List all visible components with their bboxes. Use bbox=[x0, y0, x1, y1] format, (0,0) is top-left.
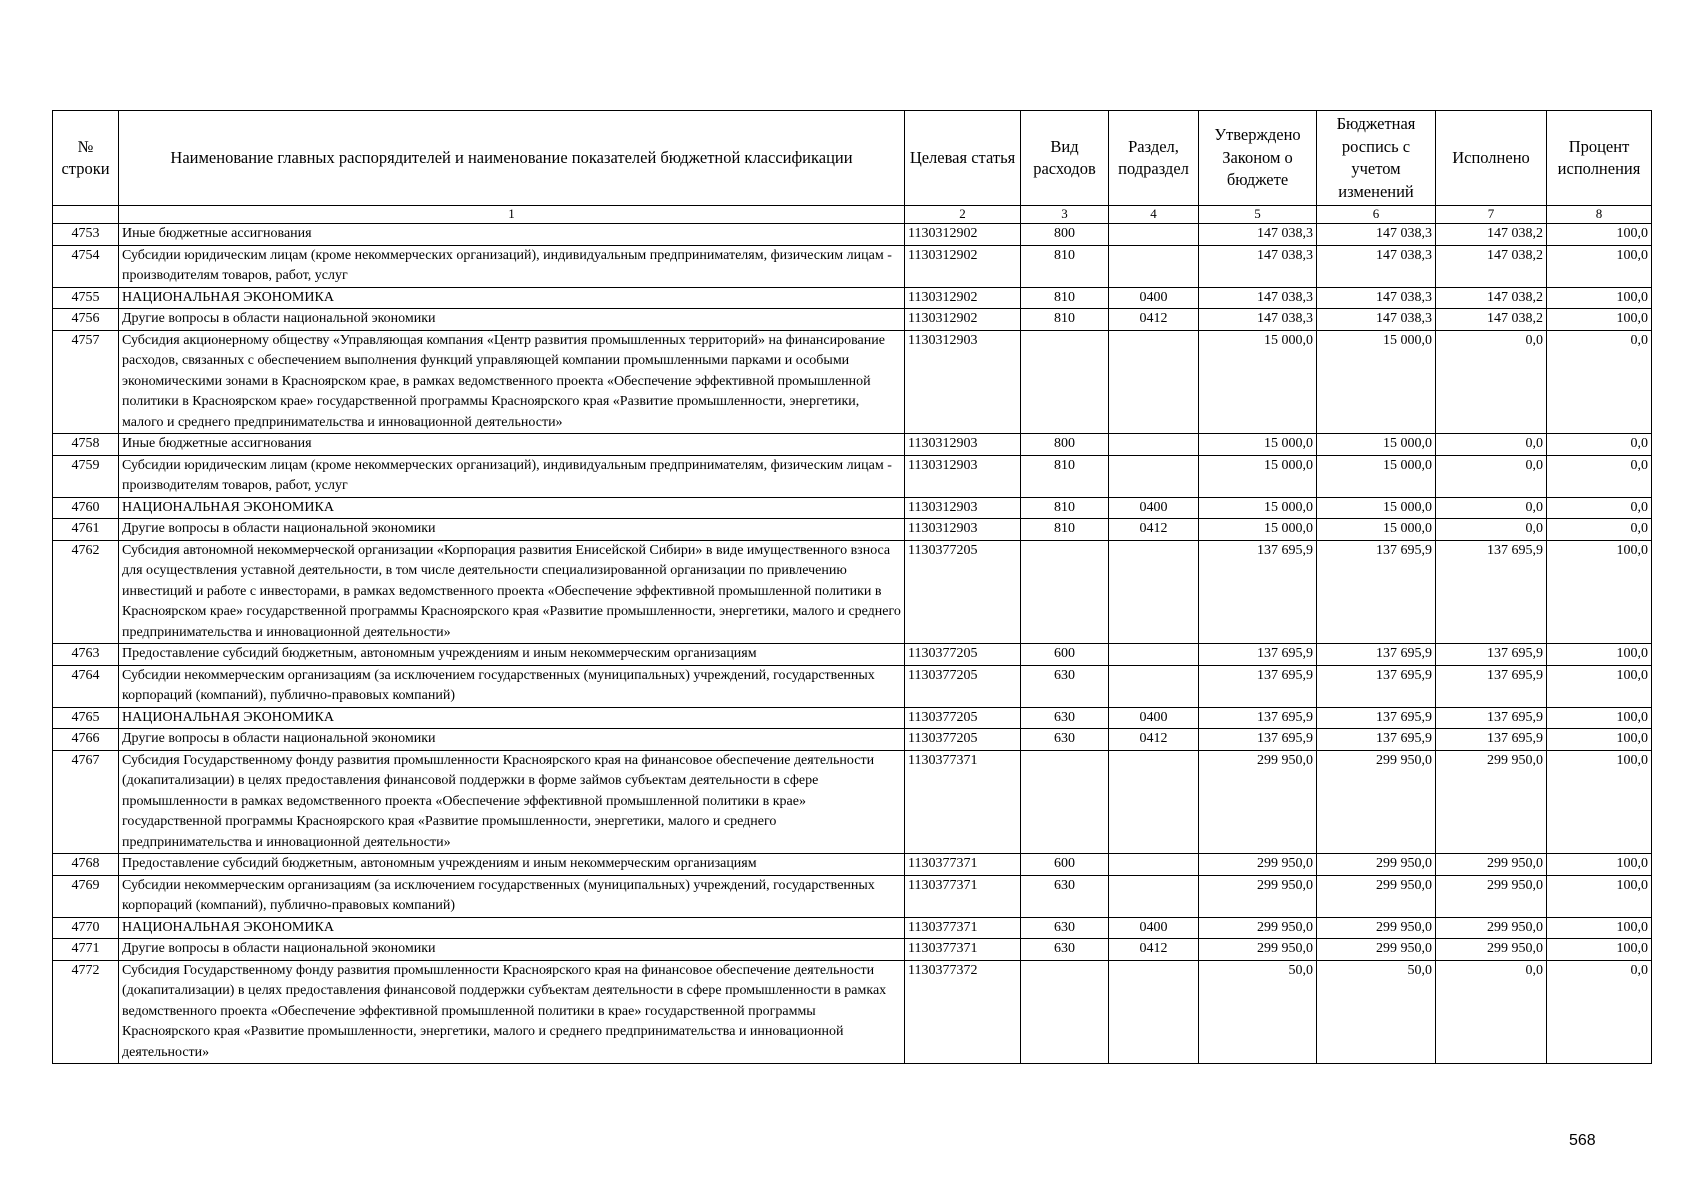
table-row bbox=[53, 540, 1652, 644]
target-article-cell: 1130312902 bbox=[905, 309, 1021, 331]
row-number-cell: 4754 bbox=[53, 245, 119, 287]
approved-amount-cell: 147 038,3 bbox=[1199, 224, 1317, 246]
percent-cell: 100,0 bbox=[1547, 939, 1652, 961]
percent-cell: 0,0 bbox=[1547, 497, 1652, 519]
target-article-cell: 1130377371 bbox=[905, 917, 1021, 939]
percent-cell: 100,0 bbox=[1547, 644, 1652, 666]
expense-kind-cell: 800 bbox=[1021, 224, 1109, 246]
header-executed: Исполнено bbox=[1436, 111, 1547, 206]
section-cell bbox=[1109, 540, 1199, 644]
header-section: Раздел, подраздел bbox=[1109, 111, 1199, 206]
schedule-amount-cell: 299 950,0 bbox=[1317, 750, 1436, 854]
target-article-cell: 1130312902 bbox=[905, 245, 1021, 287]
approved-amount-cell: 137 695,9 bbox=[1199, 540, 1317, 644]
target-article-cell: 1130312903 bbox=[905, 455, 1021, 497]
schedule-amount-cell: 15 000,0 bbox=[1317, 455, 1436, 497]
section-cell bbox=[1109, 875, 1199, 917]
schedule-amount-cell: 15 000,0 bbox=[1317, 434, 1436, 456]
row-name-cell: НАЦИОНАЛЬНАЯ ЭКОНОМИКА bbox=[119, 287, 905, 309]
table-row bbox=[53, 729, 1652, 751]
expense-kind-cell: 630 bbox=[1021, 665, 1109, 707]
expense-kind-cell: 810 bbox=[1021, 309, 1109, 331]
target-article-cell: 1130312902 bbox=[905, 224, 1021, 246]
executed-amount-cell: 147 038,2 bbox=[1436, 245, 1547, 287]
schedule-amount-cell: 137 695,9 bbox=[1317, 665, 1436, 707]
percent-cell: 100,0 bbox=[1547, 854, 1652, 876]
approved-amount-cell: 50,0 bbox=[1199, 960, 1317, 1064]
row-name-cell: Иные бюджетные ассигнования bbox=[119, 434, 905, 456]
executed-amount-cell: 299 950,0 bbox=[1436, 939, 1547, 961]
row-number-cell: 4770 bbox=[53, 917, 119, 939]
column-number: 6 bbox=[1317, 206, 1436, 224]
row-name-cell: Субсидии некоммерческим организациям (за исключением государственных (муниципальных) учреждений, государственных корпораций (компаний), публично-правовых компаний) bbox=[119, 875, 905, 917]
percent-cell: 0,0 bbox=[1547, 434, 1652, 456]
column-number-row bbox=[53, 206, 1652, 224]
row-number-cell: 4765 bbox=[53, 707, 119, 729]
row-number-cell: 4762 bbox=[53, 540, 119, 644]
column-number: 2 bbox=[905, 206, 1021, 224]
row-name-cell: НАЦИОНАЛЬНАЯ ЭКОНОМИКА bbox=[119, 917, 905, 939]
expense-kind-cell bbox=[1021, 330, 1109, 434]
section-cell bbox=[1109, 960, 1199, 1064]
expense-kind-cell: 600 bbox=[1021, 644, 1109, 666]
row-name-cell: Предоставление субсидий бюджетным, автономным учреждениям и иным некоммерческим организациям bbox=[119, 854, 905, 876]
executed-amount-cell: 299 950,0 bbox=[1436, 750, 1547, 854]
schedule-amount-cell: 147 038,3 bbox=[1317, 309, 1436, 331]
row-number-cell: 4764 bbox=[53, 665, 119, 707]
target-article-cell: 1130312902 bbox=[905, 287, 1021, 309]
executed-amount-cell: 137 695,9 bbox=[1436, 540, 1547, 644]
section-cell bbox=[1109, 330, 1199, 434]
target-article-cell: 1130312903 bbox=[905, 497, 1021, 519]
approved-amount-cell: 147 038,3 bbox=[1199, 287, 1317, 309]
table-row bbox=[53, 960, 1652, 1064]
percent-cell: 100,0 bbox=[1547, 707, 1652, 729]
header-row-number: № строки bbox=[53, 111, 119, 206]
column-number: 3 bbox=[1021, 206, 1109, 224]
expense-kind-cell: 630 bbox=[1021, 875, 1109, 917]
schedule-amount-cell: 15 000,0 bbox=[1317, 497, 1436, 519]
row-name-cell: Субсидия автономной некоммерческой организации «Корпорация развития Енисейской Сибири» в виде имущественного взноса для осуществления уставной деятельности, в том числе деятельности специализированной организации по привлечению инвестиций и работе с инвесторами, в рамках ведомственного проекта «Обеспечение эффективной промышленной политики в Красноярском крае» государственной программы Красноярского края «Развитие промышленности, энергетики, малого и среднего предпринимательства и инновационной деятельности» bbox=[119, 540, 905, 644]
header-target-article: Целевая статья bbox=[905, 111, 1021, 206]
table-row bbox=[53, 455, 1652, 497]
expense-kind-cell: 810 bbox=[1021, 245, 1109, 287]
schedule-amount-cell: 299 950,0 bbox=[1317, 917, 1436, 939]
table-row bbox=[53, 644, 1652, 666]
section-cell bbox=[1109, 434, 1199, 456]
target-article-cell: 1130377371 bbox=[905, 875, 1021, 917]
executed-amount-cell: 147 038,2 bbox=[1436, 287, 1547, 309]
section-cell: 0412 bbox=[1109, 939, 1199, 961]
executed-amount-cell: 137 695,9 bbox=[1436, 707, 1547, 729]
executed-amount-cell: 137 695,9 bbox=[1436, 665, 1547, 707]
row-name-cell: Другие вопросы в области национальной экономики bbox=[119, 939, 905, 961]
table-row bbox=[53, 750, 1652, 854]
executed-amount-cell: 147 038,2 bbox=[1436, 309, 1547, 331]
table-row bbox=[53, 707, 1652, 729]
row-name-cell: Субсидия акционерному обществу «Управляющая компания «Центр развития промышленных территорий» на финансирование расходов, связанных с обеспечением выполнения функций управляющей компании промышленными парками и особыми экономическими зонами в Красноярском крае, в рамках ведомственного проекта «Обеспечение эффективной промышленной политики в Красноярском крае» государственной программы Красноярского края «Развитие промышленности, энергетики, малого и среднего предпринимательства и инновационной деятельности» bbox=[119, 330, 905, 434]
table-row bbox=[53, 854, 1652, 876]
row-number-cell: 4756 bbox=[53, 309, 119, 331]
column-number: 8 bbox=[1547, 206, 1652, 224]
executed-amount-cell: 299 950,0 bbox=[1436, 854, 1547, 876]
target-article-cell: 1130377205 bbox=[905, 729, 1021, 751]
column-number bbox=[53, 206, 119, 224]
schedule-amount-cell: 299 950,0 bbox=[1317, 875, 1436, 917]
header-name: Наименование главных распорядителей и наименование показателей бюджетной классификации bbox=[119, 111, 905, 206]
row-number-cell: 4766 bbox=[53, 729, 119, 751]
section-cell: 0400 bbox=[1109, 497, 1199, 519]
approved-amount-cell: 15 000,0 bbox=[1199, 455, 1317, 497]
table-row bbox=[53, 917, 1652, 939]
section-cell: 0412 bbox=[1109, 729, 1199, 751]
column-number: 1 bbox=[119, 206, 905, 224]
target-article-cell: 1130312903 bbox=[905, 519, 1021, 541]
expense-kind-cell: 810 bbox=[1021, 455, 1109, 497]
percent-cell: 100,0 bbox=[1547, 287, 1652, 309]
target-article-cell: 1130312903 bbox=[905, 330, 1021, 434]
schedule-amount-cell: 299 950,0 bbox=[1317, 939, 1436, 961]
schedule-amount-cell: 137 695,9 bbox=[1317, 540, 1436, 644]
approved-amount-cell: 15 000,0 bbox=[1199, 519, 1317, 541]
target-article-cell: 1130377205 bbox=[905, 707, 1021, 729]
schedule-amount-cell: 137 695,9 bbox=[1317, 707, 1436, 729]
expense-kind-cell bbox=[1021, 750, 1109, 854]
row-number-cell: 4763 bbox=[53, 644, 119, 666]
section-cell: 0400 bbox=[1109, 707, 1199, 729]
row-number-cell: 4760 bbox=[53, 497, 119, 519]
row-name-cell: Субсидии юридическим лицам (кроме некоммерческих организаций), индивидуальным предпринимателям, физическим лицам - производителям товаров, работ, услуг bbox=[119, 245, 905, 287]
schedule-amount-cell: 15 000,0 bbox=[1317, 519, 1436, 541]
percent-cell: 100,0 bbox=[1547, 875, 1652, 917]
approved-amount-cell: 299 950,0 bbox=[1199, 854, 1317, 876]
approved-amount-cell: 15 000,0 bbox=[1199, 497, 1317, 519]
budget-execution-table bbox=[52, 110, 1652, 1064]
row-number-cell: 4769 bbox=[53, 875, 119, 917]
schedule-amount-cell: 137 695,9 bbox=[1317, 644, 1436, 666]
target-article-cell: 1130377371 bbox=[905, 939, 1021, 961]
schedule-amount-cell: 50,0 bbox=[1317, 960, 1436, 1064]
executed-amount-cell: 0,0 bbox=[1436, 434, 1547, 456]
approved-amount-cell: 15 000,0 bbox=[1199, 330, 1317, 434]
row-number-cell: 4772 bbox=[53, 960, 119, 1064]
executed-amount-cell: 299 950,0 bbox=[1436, 875, 1547, 917]
row-name-cell: Субсидия Государственному фонду развития промышленности Красноярского края на финансовое обеспечение деятельности (докапитализации) в целях предоставления финансовой поддержки субъектам деятельности в сфере промышленности в рамках ведомственного проекта «Обеспечение эффективной промышленной политики в крае» государственной программы Красноярского края «Развитие промышленности, энергетики, малого и среднего предпринимательства и инновационной деятельности» bbox=[119, 960, 905, 1064]
row-number-cell: 4768 bbox=[53, 854, 119, 876]
section-cell bbox=[1109, 750, 1199, 854]
header-row bbox=[53, 111, 1652, 206]
approved-amount-cell: 299 950,0 bbox=[1199, 875, 1317, 917]
executed-amount-cell: 0,0 bbox=[1436, 497, 1547, 519]
column-number: 5 bbox=[1199, 206, 1317, 224]
table-row bbox=[53, 875, 1652, 917]
table-row bbox=[53, 434, 1652, 456]
header-approved: Утверждено Законом о бюджете bbox=[1199, 111, 1317, 206]
schedule-amount-cell: 15 000,0 bbox=[1317, 330, 1436, 434]
expense-kind-cell: 810 bbox=[1021, 497, 1109, 519]
percent-cell: 100,0 bbox=[1547, 540, 1652, 644]
table-row bbox=[53, 665, 1652, 707]
table-row bbox=[53, 309, 1652, 331]
percent-cell: 100,0 bbox=[1547, 665, 1652, 707]
row-name-cell: Субсидии некоммерческим организациям (за исключением государственных (муниципальных) учреждений, государственных корпораций (компаний), публично-правовых компаний) bbox=[119, 665, 905, 707]
row-number-cell: 4758 bbox=[53, 434, 119, 456]
expense-kind-cell: 630 bbox=[1021, 917, 1109, 939]
target-article-cell: 1130377205 bbox=[905, 644, 1021, 666]
row-name-cell: Другие вопросы в области национальной экономики bbox=[119, 519, 905, 541]
row-name-cell: Субсидии юридическим лицам (кроме некоммерческих организаций), индивидуальным предпринимателям, физическим лицам - производителям товаров, работ, услуг bbox=[119, 455, 905, 497]
approved-amount-cell: 137 695,9 bbox=[1199, 644, 1317, 666]
row-number-cell: 4759 bbox=[53, 455, 119, 497]
section-cell bbox=[1109, 245, 1199, 287]
table-header bbox=[53, 111, 1652, 224]
target-article-cell: 1130377205 bbox=[905, 665, 1021, 707]
expense-kind-cell: 810 bbox=[1021, 519, 1109, 541]
row-name-cell: НАЦИОНАЛЬНАЯ ЭКОНОМИКА bbox=[119, 497, 905, 519]
executed-amount-cell: 0,0 bbox=[1436, 455, 1547, 497]
table-row bbox=[53, 287, 1652, 309]
percent-cell: 0,0 bbox=[1547, 330, 1652, 434]
percent-cell: 100,0 bbox=[1547, 729, 1652, 751]
section-cell: 0412 bbox=[1109, 309, 1199, 331]
percent-cell: 100,0 bbox=[1547, 309, 1652, 331]
target-article-cell: 1130377372 bbox=[905, 960, 1021, 1064]
schedule-amount-cell: 147 038,3 bbox=[1317, 224, 1436, 246]
expense-kind-cell: 600 bbox=[1021, 854, 1109, 876]
executed-amount-cell: 137 695,9 bbox=[1436, 729, 1547, 751]
percent-cell: 0,0 bbox=[1547, 455, 1652, 497]
target-article-cell: 1130377371 bbox=[905, 854, 1021, 876]
section-cell bbox=[1109, 224, 1199, 246]
executed-amount-cell: 147 038,2 bbox=[1436, 224, 1547, 246]
section-cell: 0400 bbox=[1109, 917, 1199, 939]
approved-amount-cell: 299 950,0 bbox=[1199, 917, 1317, 939]
approved-amount-cell: 137 695,9 bbox=[1199, 665, 1317, 707]
row-number-cell: 4761 bbox=[53, 519, 119, 541]
executed-amount-cell: 0,0 bbox=[1436, 330, 1547, 434]
executed-amount-cell: 299 950,0 bbox=[1436, 917, 1547, 939]
row-number-cell: 4771 bbox=[53, 939, 119, 961]
section-cell bbox=[1109, 665, 1199, 707]
row-name-cell: Другие вопросы в области национальной экономики bbox=[119, 309, 905, 331]
percent-cell: 100,0 bbox=[1547, 750, 1652, 854]
header-expense-kind: Вид расходов bbox=[1021, 111, 1109, 206]
schedule-amount-cell: 147 038,3 bbox=[1317, 245, 1436, 287]
approved-amount-cell: 15 000,0 bbox=[1199, 434, 1317, 456]
percent-cell: 100,0 bbox=[1547, 917, 1652, 939]
table-row bbox=[53, 224, 1652, 246]
page-number: 568 bbox=[1569, 1132, 1596, 1149]
section-cell: 0412 bbox=[1109, 519, 1199, 541]
approved-amount-cell: 137 695,9 bbox=[1199, 707, 1317, 729]
target-article-cell: 1130312903 bbox=[905, 434, 1021, 456]
row-name-cell: Предоставление субсидий бюджетным, автономным учреждениям и иным некоммерческим организациям bbox=[119, 644, 905, 666]
column-number: 7 bbox=[1436, 206, 1547, 224]
target-article-cell: 1130377371 bbox=[905, 750, 1021, 854]
row-name-cell: НАЦИОНАЛЬНАЯ ЭКОНОМИКА bbox=[119, 707, 905, 729]
table-row bbox=[53, 245, 1652, 287]
section-cell bbox=[1109, 455, 1199, 497]
expense-kind-cell: 630 bbox=[1021, 939, 1109, 961]
executed-amount-cell: 0,0 bbox=[1436, 519, 1547, 541]
approved-amount-cell: 147 038,3 bbox=[1199, 309, 1317, 331]
expense-kind-cell: 810 bbox=[1021, 287, 1109, 309]
row-number-cell: 4767 bbox=[53, 750, 119, 854]
row-name-cell: Субсидия Государственному фонду развития промышленности Красноярского края на финансовое обеспечение деятельности (докапитализации) в целях предоставления финансовой поддержки в форме займов субъектам деятельности в сфере промышленности в рамках ведомственного проекта «Обеспечение эффективной промышленной политики в крае» государственной программы Красноярского края «Развитие промышленности, энергетики, малого и среднего предпринимательства и инновационной деятельности» bbox=[119, 750, 905, 854]
row-number-cell: 4757 bbox=[53, 330, 119, 434]
approved-amount-cell: 147 038,3 bbox=[1199, 245, 1317, 287]
table-body bbox=[53, 224, 1652, 1064]
percent-cell: 0,0 bbox=[1547, 960, 1652, 1064]
expense-kind-cell bbox=[1021, 540, 1109, 644]
table-row bbox=[53, 330, 1652, 434]
schedule-amount-cell: 147 038,3 bbox=[1317, 287, 1436, 309]
approved-amount-cell: 137 695,9 bbox=[1199, 729, 1317, 751]
target-article-cell: 1130377205 bbox=[905, 540, 1021, 644]
schedule-amount-cell: 299 950,0 bbox=[1317, 854, 1436, 876]
header-budget-schedule: Бюджетная роспись с учетом изменений bbox=[1317, 111, 1436, 206]
section-cell bbox=[1109, 854, 1199, 876]
header-percent: Процент исполнения bbox=[1547, 111, 1652, 206]
section-cell bbox=[1109, 644, 1199, 666]
row-number-cell: 4753 bbox=[53, 224, 119, 246]
table-row bbox=[53, 939, 1652, 961]
executed-amount-cell: 137 695,9 bbox=[1436, 644, 1547, 666]
approved-amount-cell: 299 950,0 bbox=[1199, 939, 1317, 961]
expense-kind-cell: 630 bbox=[1021, 729, 1109, 751]
section-cell: 0400 bbox=[1109, 287, 1199, 309]
percent-cell: 100,0 bbox=[1547, 224, 1652, 246]
percent-cell: 0,0 bbox=[1547, 519, 1652, 541]
row-name-cell: Другие вопросы в области национальной экономики bbox=[119, 729, 905, 751]
expense-kind-cell bbox=[1021, 960, 1109, 1064]
schedule-amount-cell: 137 695,9 bbox=[1317, 729, 1436, 751]
percent-cell: 100,0 bbox=[1547, 245, 1652, 287]
row-number-cell: 4755 bbox=[53, 287, 119, 309]
expense-kind-cell: 800 bbox=[1021, 434, 1109, 456]
executed-amount-cell: 0,0 bbox=[1436, 960, 1547, 1064]
table-row bbox=[53, 519, 1652, 541]
expense-kind-cell: 630 bbox=[1021, 707, 1109, 729]
table-row bbox=[53, 497, 1652, 519]
row-name-cell: Иные бюджетные ассигнования bbox=[119, 224, 905, 246]
approved-amount-cell: 299 950,0 bbox=[1199, 750, 1317, 854]
column-number: 4 bbox=[1109, 206, 1199, 224]
